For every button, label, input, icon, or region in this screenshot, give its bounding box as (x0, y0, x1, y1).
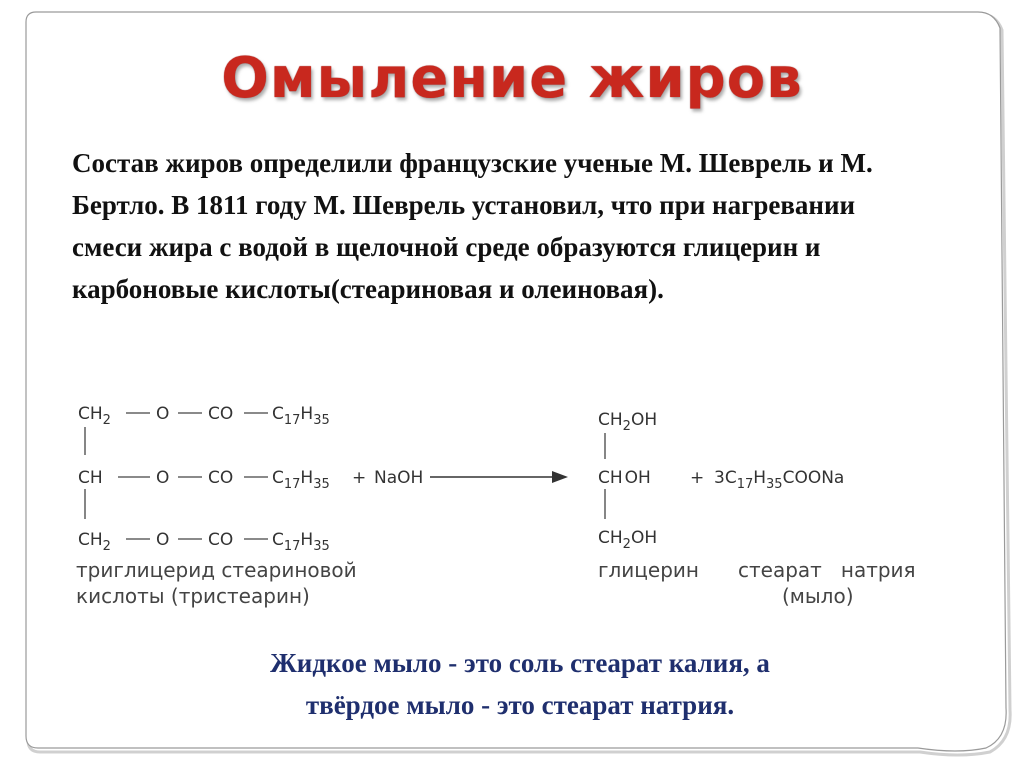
conclusion-text (150, 642, 890, 726)
svg-text:CH2OH: $CH_2OH$ (598, 410, 658, 434)
svg-text:3C17H35COONa: $3C_{17}H_{35}COONa$ (714, 468, 845, 492)
conclusion-line-1: Жидкое мыло - это соль стеарат калия, а (270, 648, 770, 678)
reaction-svg (60, 385, 960, 625)
reactant-label-line2: кислоты (тристеарин) (76, 584, 310, 608)
conclusion-line-2: твёрдое мыло - это стеарат натрия. (305, 690, 735, 720)
svg-text:CO: CO (208, 468, 234, 488)
svg-text:O: O (156, 468, 170, 488)
svg-text:CH2: $CH_2$ (78, 404, 111, 428)
soap-label-line2: (мыло) (782, 584, 854, 608)
svg-text:CH2: $CH_2$ (78, 530, 111, 554)
svg-text:CO: CO (208, 530, 234, 550)
svg-text:O: O (156, 530, 170, 550)
reagent-naoh: NaOH (374, 468, 424, 488)
svg-text:C17H35: $C_{17}H_{35}$ (272, 468, 330, 492)
reactant-row-1 (78, 404, 330, 428)
svg-text:C17H35: $C_{17}H_{35}$ (272, 404, 330, 428)
plus-sign-2: + (690, 468, 705, 488)
svg-text:CHOH: CH OH (598, 468, 651, 488)
intro-paragraph: Состав жиров определили французские ученые М. Шеврель и М. Бертло. В 1811 году М. Шеврель установил, что при нагревании смеси жира с водой в щелочной среде образуются глицерин и карбоновые кислоты(стеариновая и олеиновая). (72, 148, 873, 304)
glycerol-label: глицерин (598, 558, 699, 582)
svg-text:CO: CO (208, 404, 234, 424)
plus-sign-1: + (352, 468, 367, 488)
reactant-row-3 (78, 530, 330, 554)
reaction-arrow-icon (430, 471, 568, 483)
svg-text:C17H35: $C_{17}H_{35}$ (272, 530, 330, 554)
svg-text:CH: CH (78, 468, 103, 488)
slide-title: Омыление жиров (221, 46, 803, 111)
reactant-row-2 (78, 468, 330, 492)
soap-label-line1: стеарат натрия (738, 558, 916, 582)
svg-text:O: O (156, 404, 170, 424)
svg-text:CH2OH: $CH_2OH$ (598, 528, 658, 552)
product-soap (714, 468, 916, 608)
saponification-reaction-scheme (60, 385, 960, 625)
reactant-label-line1: триглицерид стеариновой (76, 558, 357, 582)
product-glycerol (598, 410, 699, 582)
